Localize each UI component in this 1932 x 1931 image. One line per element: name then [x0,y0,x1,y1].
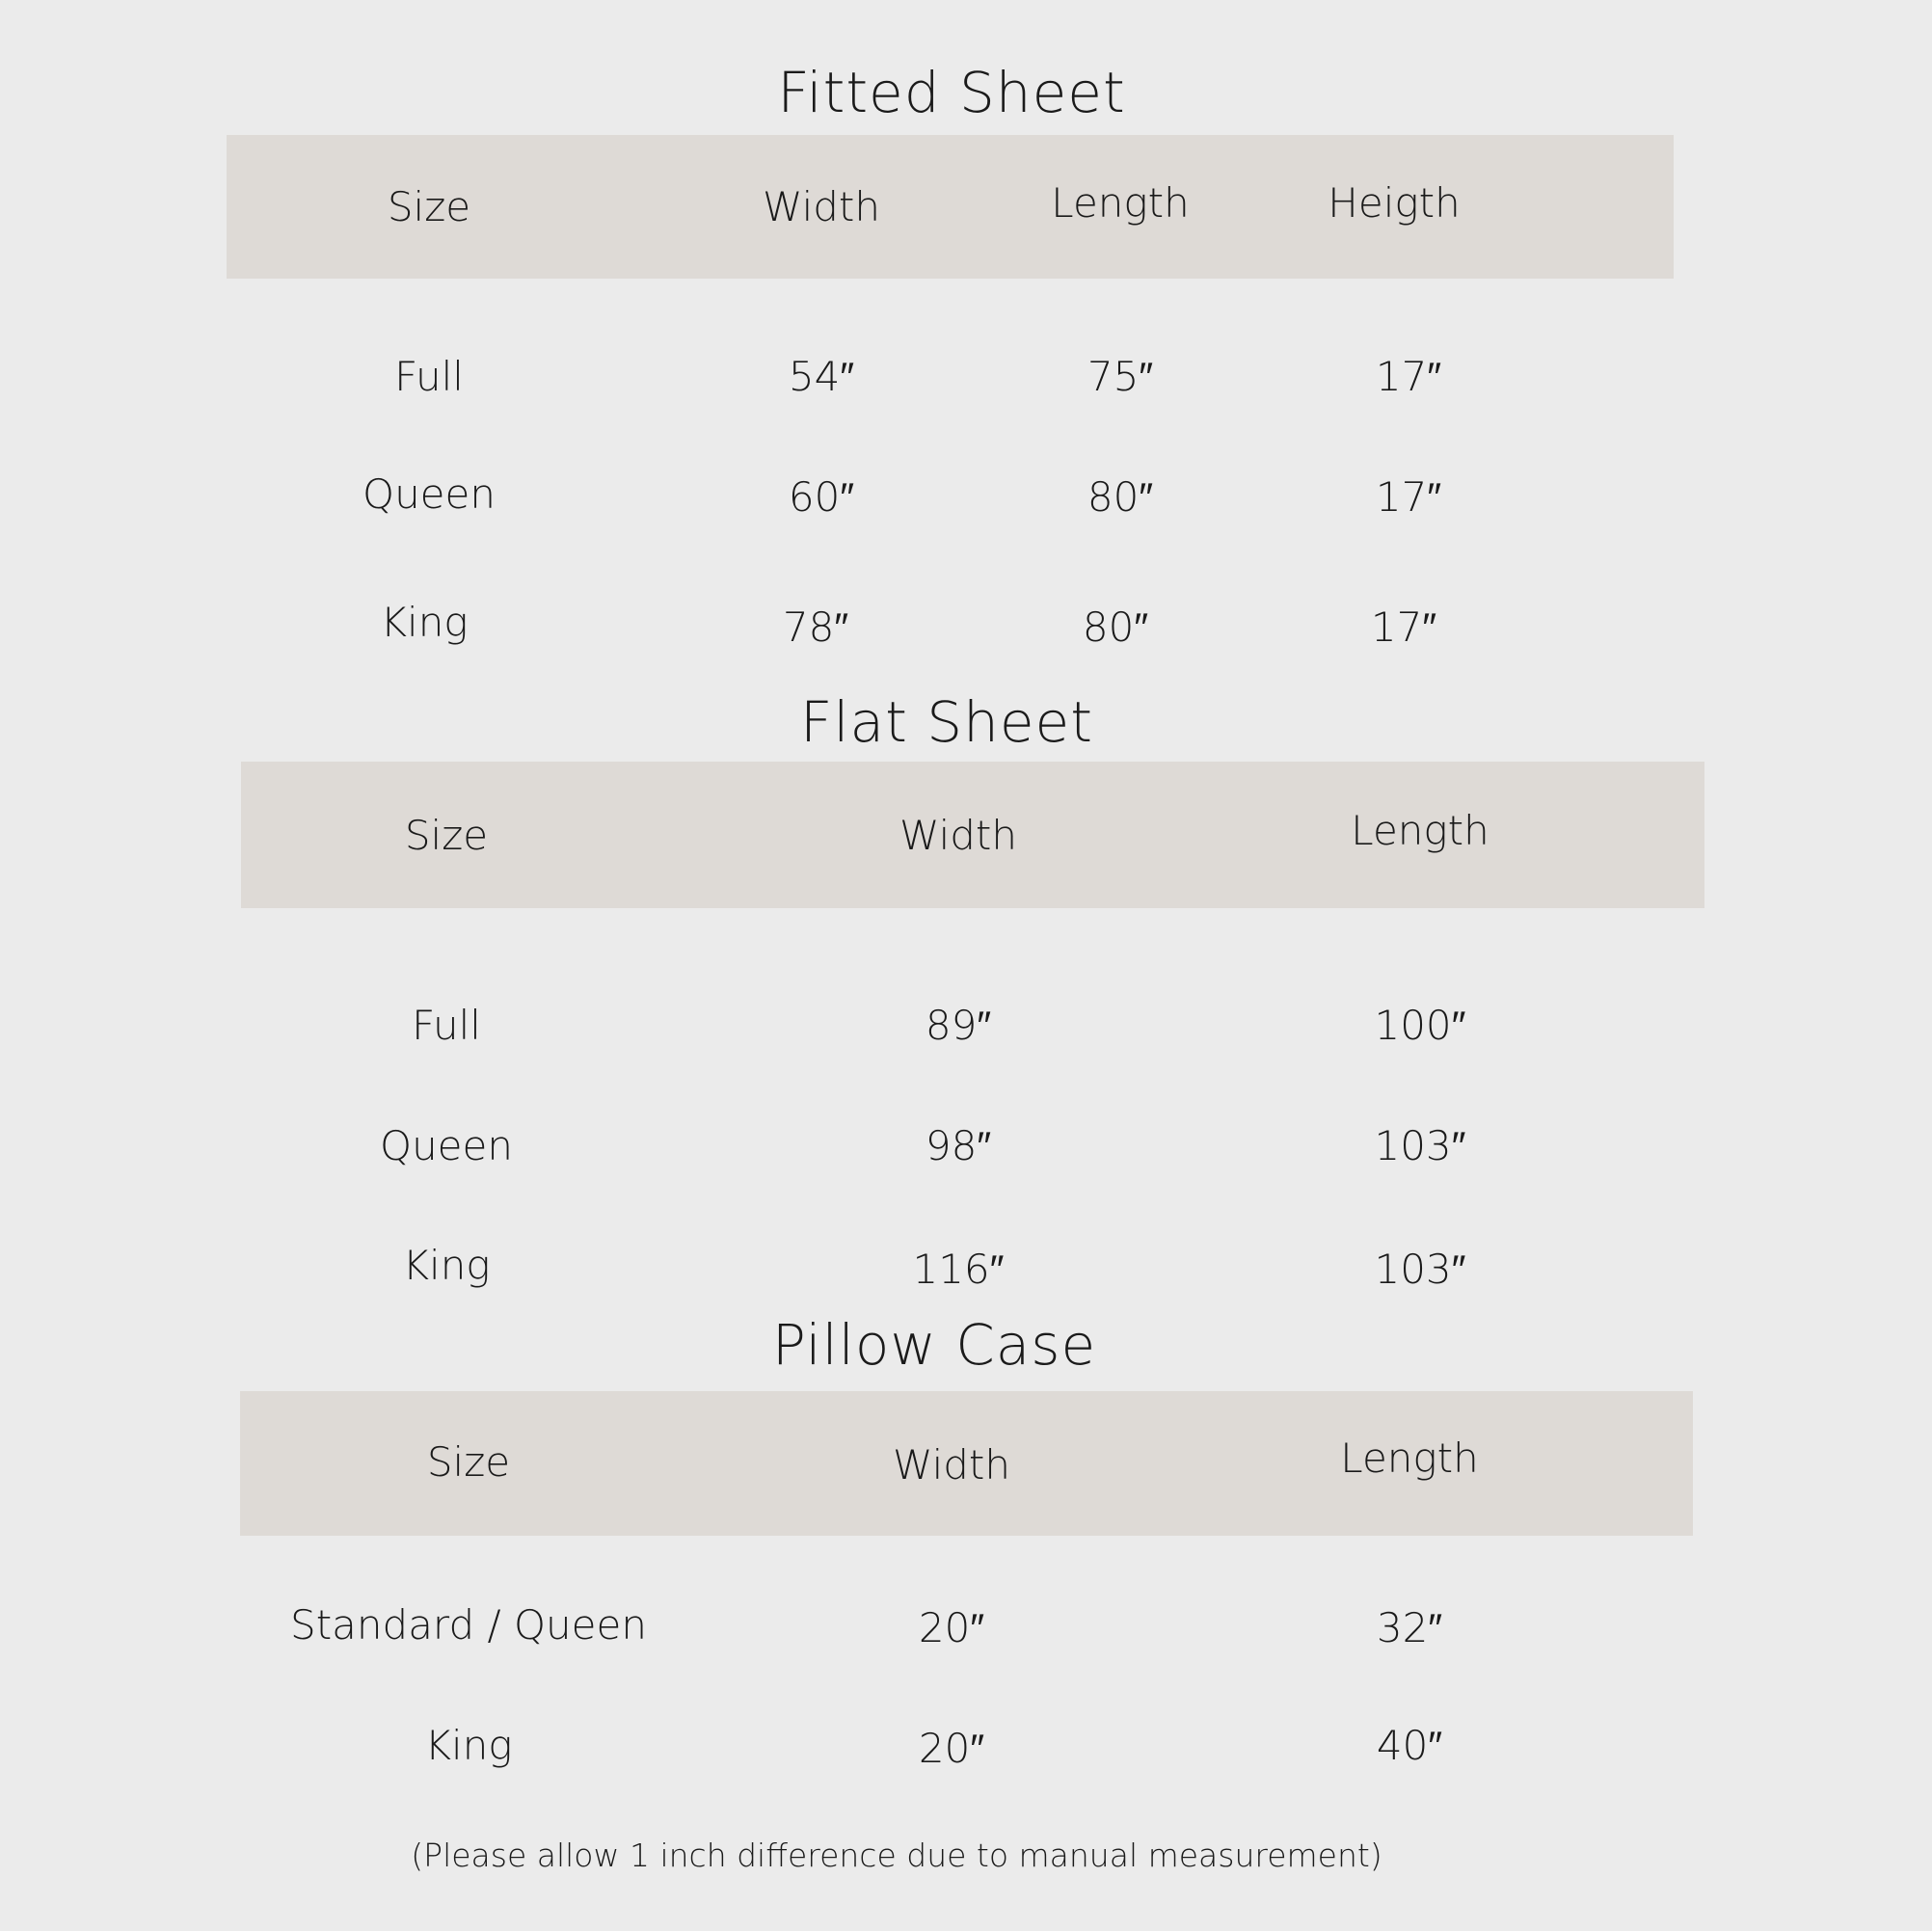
pillow-row-king-length: 40″ [1376,1722,1443,1769]
fitted-header-height: Heigth [1328,179,1461,227]
fitted-row-queen-width: 60″ [788,473,855,521]
fitted-sheet-title: Fitted Sheet [777,60,1126,125]
fitted-row-queen-length: 80″ [1087,473,1154,521]
fitted-row-king-width: 78″ [782,603,849,651]
measurement-footnote: (Please allow 1 inch difference due to manual measurement) [411,1837,1382,1874]
pillow-row-king-size: King [424,1722,513,1769]
flat-row-queen-width: 98″ [925,1122,992,1169]
fitted-header-length: Length [1051,179,1190,227]
fitted-row-king-height: 17″ [1370,603,1437,651]
pillow-header-length: Length [1340,1435,1479,1482]
flat-row-full-size: Full [412,1002,481,1049]
fitted-row-king-size: King [380,599,469,646]
fitted-row-full-width: 54″ [788,353,855,400]
fitted-row-full-size: Full [394,353,464,400]
flat-row-king-size: King [402,1242,491,1289]
pillow-case-title: Pillow Case [771,1312,1097,1378]
pillow-row-standard-size: Standard / Queen [290,1601,647,1649]
flat-row-full-length: 100″ [1374,1002,1466,1049]
flat-header-length: Length [1351,807,1489,854]
flat-row-king-length: 103″ [1374,1246,1466,1293]
pillow-header-size: Size [426,1438,511,1486]
pillow-row-king-width: 20″ [918,1725,985,1772]
fitted-row-queen-size: Queen [362,470,496,518]
fitted-row-king-length: 80″ [1082,603,1149,651]
fitted-header-width: Width [762,183,881,230]
pillow-row-standard-length: 32″ [1376,1604,1443,1651]
flat-header-size: Size [404,812,489,859]
flat-row-full-width: 89″ [925,1002,992,1049]
fitted-row-full-height: 17″ [1375,353,1442,400]
fitted-row-queen-height: 17″ [1375,473,1442,521]
flat-row-queen-length: 103″ [1374,1122,1466,1169]
flat-header-width: Width [899,812,1018,859]
pillow-row-standard-width: 20″ [918,1604,985,1651]
fitted-row-full-length: 75″ [1087,353,1154,400]
flat-sheet-title: Flat Sheet [800,689,1093,755]
flat-row-king-width: 116″ [912,1246,1005,1293]
fitted-header-size: Size [387,183,471,230]
flat-row-queen-size: Queen [380,1122,513,1169]
pillow-header-width: Width [892,1441,1011,1488]
